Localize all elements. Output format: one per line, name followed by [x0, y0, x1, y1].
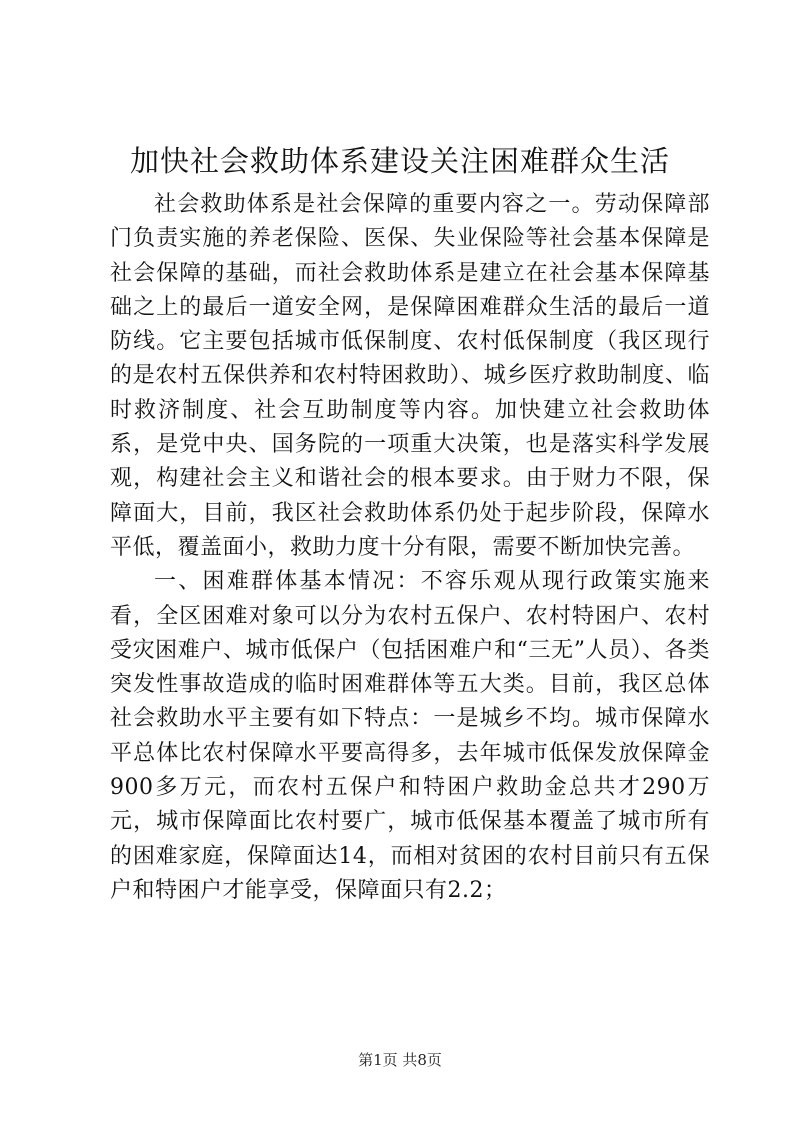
page-number-footer: 第1页 共8页: [358, 1051, 442, 1069]
paragraph: 一、困难群体基本情况：不容乐观从现行政策实施来看，全区困难对象可以分为农村五保户、农村特困户、农村受灾困难户、城市低保户（包括困难户和“三无”人员）、各类突发性事故造成的临时困难群体等五大类。目前，我区总体社会救助水平主要有如下特点：一是城乡不均。城市保障水平总体比农村保障水平要高得多，去年城市低保发放保障金900多万元，而农村五保户和特困户救助金总共才290万元，城市保障面比农村要广，城市低保基本覆盖了城市所有的困难家庭，保障面达14，而相对贫困的农村目前只有五保户和特困户才能享受，保障面只有2.2；: [110, 569, 710, 903]
document-title: 加快社会救助体系建设关注困难群众生活: [129, 144, 670, 178]
document-body: [110, 188, 710, 908]
paragraph: 社会救助体系是社会保障的重要内容之一。劳动保障部门负责实施的养老保险、医保、失业保险等社会基本保障是社会保障的基础，而社会救助体系是建立在社会基本保障基础之上的最后一道安全网，是保障困难群众生活的最后一道防线。它主要包括城市低保制度、农村低保制度（我区现行的是农村五保供养和农村特困救助）、城乡医疗救助制度、临时救济制度、社会互助制度等内容。加快建立社会救助体系，是党中央、国务院的一项重大决策，也是落实科学发展观，构建社会主义和谐社会的根本要求。由于财力不限，保障面大，目前，我区社会救助体系仍处于起步阶段，保障水平低，覆盖面小，救助力度十分有限，需要不断加快完善。: [110, 192, 710, 560]
